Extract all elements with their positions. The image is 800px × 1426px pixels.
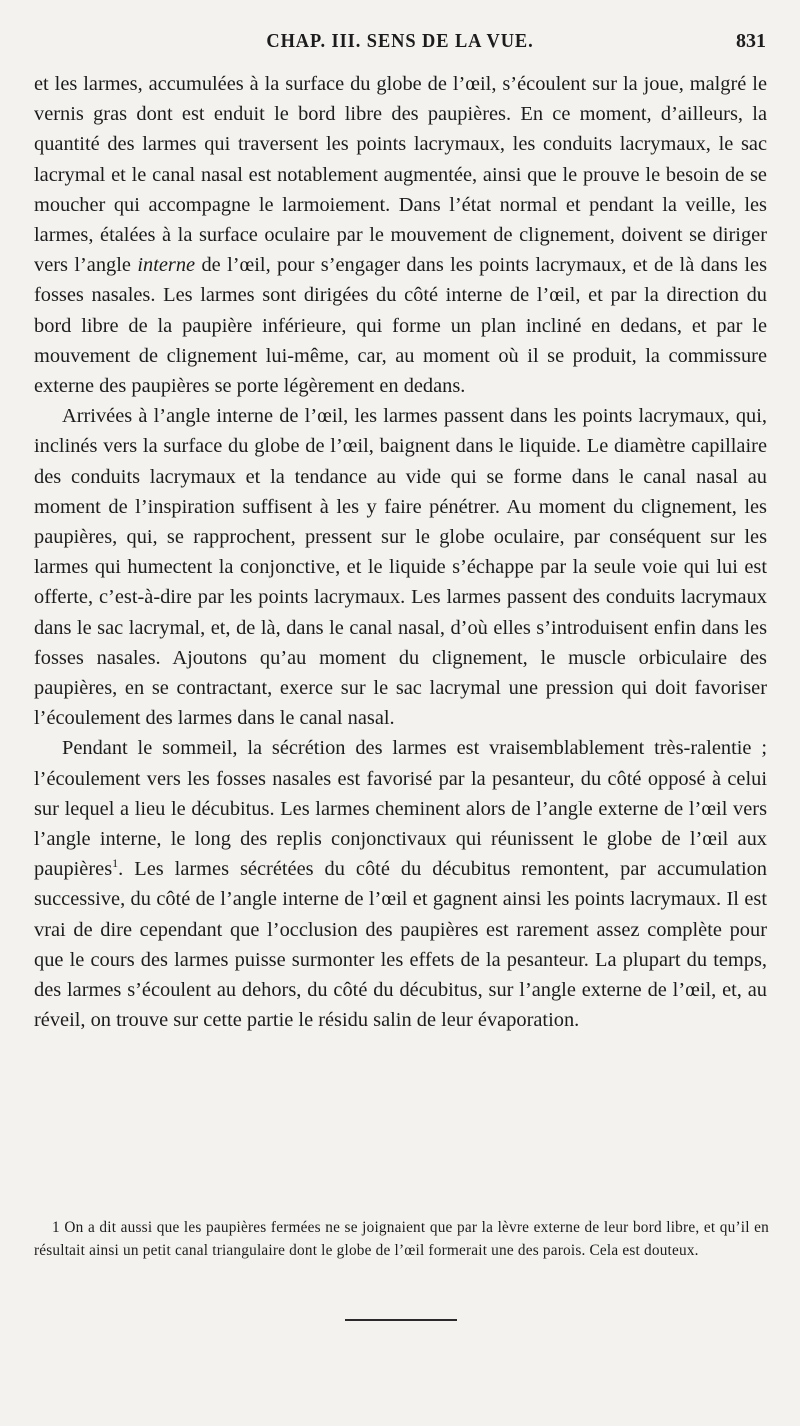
paragraph-1-italic: interne	[137, 254, 196, 277]
footnote-marker: 1	[52, 1219, 60, 1236]
paragraph-1	[34, 69, 767, 401]
paragraph-3-text: Pendant le sommeil, la sécrétion des larmes est vraisemblablement très-ralentie ; l’écoulement vers les fosses nasales est favorisé par la pesanteur, du côté opposé à celui sur lequel a lieu le décubitus. Les larmes cheminent alors de l’angle externe de l’œil vers l’angle interne, le long des replis conjonctivaux qui réunissent le globe de l’œil aux paupières	[34, 737, 767, 881]
bottom-rule	[345, 1319, 457, 1321]
body-text	[34, 69, 767, 1036]
footnote-text: On a dit aussi que les paupières fermées ne se joignaient que par la lèvre externe de leur bord libre, et qu’il en résultait ainsi un petit canal triangulaire dont le globe de l’œil formerait une des parois. Cela est douteux.	[34, 1219, 769, 1259]
paragraph-1-text: et les larmes, accumulées à la surface du globe de l’œil, s’écoulent sur la joue, malgré le vernis gras dont est enduit le bord libre des paupières. En ce moment, d’ailleurs, la quantité des larmes qui traversent les points lacrymaux, les conduits lacrymaux, le sac lacrymal et le canal nasal est notablement augmentée, ainsi que le prouve le besoin de se moucher qui accompagne le larmoiement. Dans l’état normal et pendant la veille, les larmes, étalées à la surface oculaire par le mouvement de clignement, doivent se diriger vers l’angle	[34, 73, 767, 277]
page-number: 831	[736, 30, 766, 52]
footnote	[34, 1216, 769, 1262]
paragraph-2: Arrivées à l’angle interne de l’œil, les larmes passent dans les points lacrymaux, qui, inclinés vers la surface du globe de l’œil, baignent dans le liquide. Le diamètre capillaire des conduits lacrymaux et la tendance au vide qui se forme dans le canal nasal au moment de l’inspiration suffisent à les y faire pénétrer. Au moment du clignement, les paupières, qui, se rapprochent, pressent sur le globe oculaire, par conséquent sur les larmes qui humectent la conjonctive, et le liquide s’échappe par la seule voie qui lui est offerte, c’est-à-dire par les points lacrymaux. Les larmes passent des conduits lacrymaux dans le sac lacrymal, et, de là, dans le canal nasal, d’où elles s’introduisent enfin dans les fosses nasales. Ajoutons qu’au moment du clignement, le muscle orbiculaire des paupières, en se contractant, exerce sur le sac lacrymal une pression qui doit favoriser l’écoulement des larmes dans le canal nasal.	[34, 405, 767, 730]
footnote-reference: 1	[112, 856, 119, 871]
paragraph-3: Pendant le sommeil, la sécrétion des larmes est vraisemblablement très-ralentie ; l’écoulement vers les fosses nasales est favorisé par la pesanteur, du côté opposé à celui sur lequel a lieu le décubitus. Les larmes cheminent alors de l’angle externe de l’œil vers l’angle interne, le long des replis conjonctivaux qui réunissent le globe de l’œil aux paupières$^1$. Les larmes sécrétées du côté du décubitus remontent, par accumulation successive, du côté de l’angle interne de l’œil et gagnent ainsi les points lacrymaux. Il est vrai de dire cependant que l’occlusion des paupières est rarement assez complète pour que le cours des larmes puisse surmonter les effets de la pesanteur. La plupart du temps, des larmes s’écoulent au dehors, du côté du décubitus, sur l’angle externe de l’œil, et, au réveil, on trouve sur cette partie le résidu salin de leur évaporation.	[34, 737, 768, 1032]
paragraph-1-tail: de l’œil, pour s’engager dans les points lacrymaux, et de là dans les fosses nasales. Les larmes sont dirigées du côté interne de l’œil, et par la direction du bord libre de la paupière inférieure, qui forme un plan incliné en dedans, et par le mouvement de clignement lui-même, car, au moment où il se produit, la commissure externe des paupières se porte légèrement en dedans.	[34, 254, 768, 398]
running-head	[34, 30, 766, 60]
chapter-title: CHAP. III. SENS DE LA VUE.	[266, 30, 534, 52]
paragraph-3-continuation: Les larmes sécrétées du côté du décubitus remontent, par accumulation successive, du côté de l’angle interne de l’œil et gagnent ainsi les points lacrymaux. Il est vrai de dire cependant que l’occlusion des paupières est rarement assez complète pour que le cours des larmes puisse surmonter les effets de la pesanteur. La plupart du temps, des larmes s’écoulent au dehors, du côté du décubitus, sur l’angle externe de l’œil, et, au réveil, on trouve sur cette partie le résidu salin de leur évaporation.	[34, 858, 768, 1032]
